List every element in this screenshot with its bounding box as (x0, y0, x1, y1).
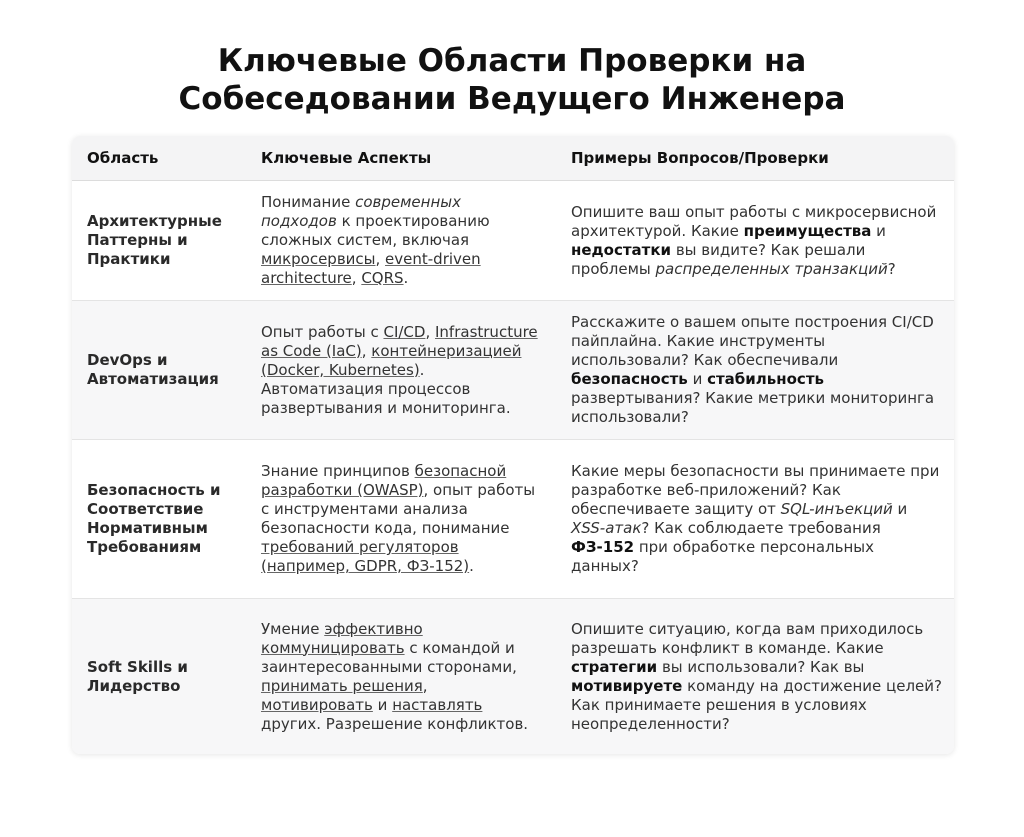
text-segment: , (422, 676, 428, 695)
emphasized-term: безопасной разработки (OWASP) (261, 462, 507, 499)
emphasized-term: требований регуляторов (например, GDPR, ФЗ-152) (261, 538, 470, 575)
table-row (72, 599, 954, 754)
table-row (72, 440, 954, 599)
text-segment: , опыт работы с инструментами анализа безопасности кода, понимание (261, 481, 536, 537)
text-segment: , (361, 341, 372, 360)
row-area: DevOps и Автоматизация (87, 351, 219, 388)
text-segment: других. Разрешение конфликтов. (261, 714, 529, 733)
text-segment: недостатки (571, 240, 672, 259)
row-aspects (261, 620, 541, 734)
emphasized-term: CI/CD (383, 322, 426, 341)
text-segment: Расскажите о вашем опыте построения CI/CD пайплайна. Какие инструменты использовали? Как обеспечивали (571, 313, 934, 369)
header-area: Область (87, 149, 159, 167)
emphasized-term: контейнеризацией (Docker, Kubernetes) (261, 341, 522, 379)
row-aspects (261, 462, 541, 576)
text-segment: и (687, 370, 708, 388)
text-segment: , (425, 322, 435, 341)
text-segment: ФЗ-152 (571, 538, 635, 556)
interview-areas-table (72, 136, 954, 754)
header-aspects: Ключевые Аспекты (261, 149, 432, 167)
page-title (0, 42, 1024, 118)
row-examples (571, 203, 943, 279)
text-segment: вы использовали? Как вы (657, 657, 865, 676)
text-segment: Опыт работы с (261, 322, 384, 341)
emphasized-term: event-driven architecture (261, 250, 481, 287)
emphasized-term: CQRS (361, 269, 404, 287)
text-segment: стратегии (571, 657, 658, 676)
emphasized-term: микросервисы (261, 250, 376, 268)
text-segment: безопасность (571, 370, 688, 388)
text-segment: XSS-атак (571, 519, 642, 537)
text-segment: преимущества (743, 221, 872, 240)
page-title-line-2: Собеседовании Ведущего Инженера (178, 81, 846, 117)
table-row (72, 301, 954, 440)
text-segment: команду на достижение целей? Как принимаете решения в условиях неопределенности? (571, 676, 942, 733)
emphasized-term: Infrastructure as Code (IaC) (261, 322, 538, 360)
row-area: Soft Skills и Лидерство (87, 657, 188, 695)
text-segment: , (351, 269, 362, 287)
text-segment: распределенных транзакций (655, 259, 888, 278)
text-segment: стабильность (707, 370, 824, 388)
row-aspects (261, 323, 541, 418)
text-segment: при обработке персональных данных? (571, 538, 874, 575)
text-segment: и (892, 500, 908, 518)
row-examples (571, 313, 943, 427)
row-examples (571, 620, 943, 734)
text-segment: с командой и заинтересованными сторонами, (261, 638, 517, 676)
row-aspects (261, 193, 541, 288)
text-segment: мотивируете (571, 676, 683, 695)
text-segment: и (372, 695, 393, 714)
emphasized-term: принимать решения (261, 676, 423, 695)
text-segment: Умение (261, 619, 325, 638)
text-segment: современных подходов (261, 193, 461, 230)
header-examples: Примеры Вопросов/Проверки (571, 149, 829, 167)
row-area: Безопасность и Соответствие Нормативным Требованиям (87, 481, 221, 556)
text-segment: . Автоматизация процессов развертывания и мониторинга. (261, 360, 511, 417)
row-area: Архитектурные Паттерны и Практики (87, 212, 222, 268)
emphasized-term: мотивировать (261, 695, 373, 714)
text-segment: и (871, 221, 886, 240)
text-segment: развертывания? Какие метрики мониторинга использовали? (571, 389, 935, 426)
text-segment: , (375, 250, 386, 268)
text-segment: . (403, 269, 409, 287)
emphasized-term: наставлять (392, 695, 483, 714)
text-segment: Опишите ситуацию, когда вам приходилось разрешать конфликт в команде. Какие (571, 619, 924, 657)
emphasized-term: эффективно коммуницировать (261, 619, 423, 657)
text-segment: SQL-инъекций (780, 500, 893, 518)
table-header-row (72, 136, 954, 181)
text-segment: ? (887, 259, 896, 278)
text-segment: к проектированию сложных систем, включая (261, 212, 490, 249)
text-segment: . (469, 557, 474, 575)
text-segment: Знание принципов (261, 462, 415, 480)
text-segment: вы видите? Как решали проблемы (571, 240, 866, 278)
table-row (72, 181, 954, 301)
text-segment: ? Как соблюдаете требования (641, 519, 881, 537)
text-segment: Опишите ваш опыт работы с микросервисной архитектурой. Какие (571, 202, 937, 240)
row-examples (571, 462, 943, 576)
page-title-line-1: Ключевые Области Проверки на (217, 43, 807, 79)
text-segment: Понимание (261, 193, 356, 211)
text-segment: Какие меры безопасности вы принимаете при разработке веб-приложений? Как обеспечиваете защиту от (571, 462, 940, 518)
